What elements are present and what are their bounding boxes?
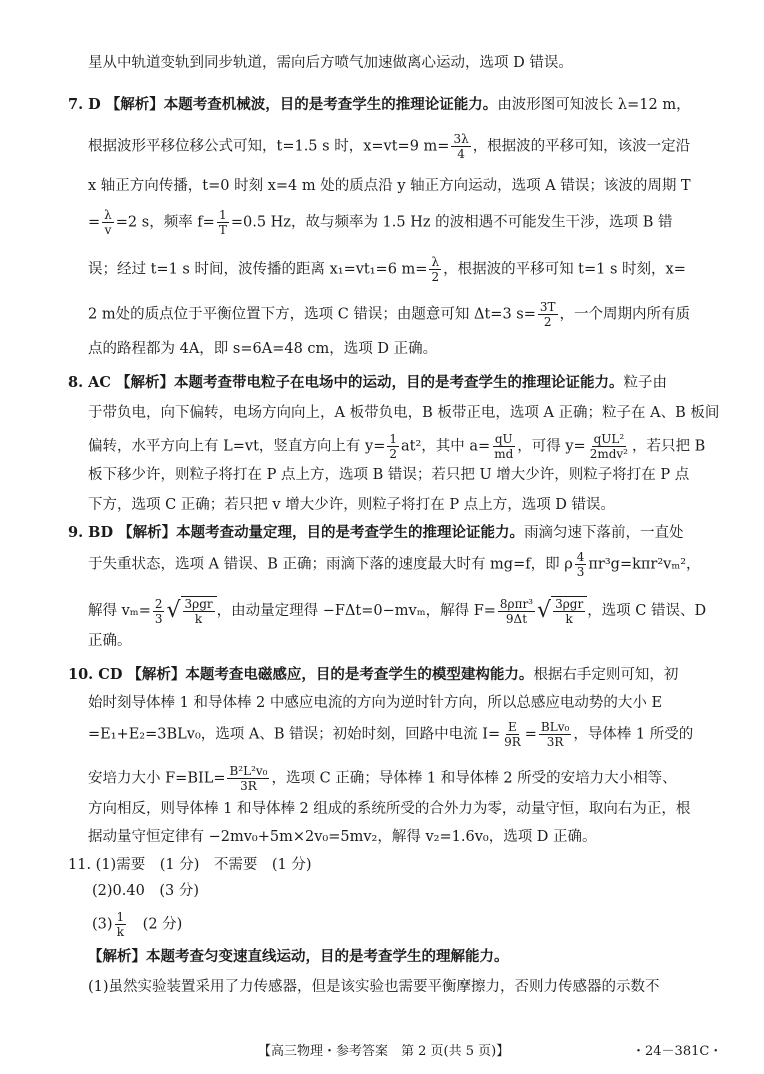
- q11-line-4: (1)虽然实验装置采用了力传感器，但是该实验也需要平衡摩擦力，否则力传感器的示数不: [88, 979, 660, 995]
- q10-line-3: [88, 720, 693, 749]
- q8-line-1: [68, 372, 667, 394]
- fraction: $\frac{3\lambda}{4}$: [453, 132, 469, 161]
- q11-line-3: [92, 910, 182, 939]
- text: ，导体棒 1 所受的: [573, 726, 694, 743]
- q8-heading: 8. AC 【解析】本题考查带电粒子在电场中的运动，目的是考查学生的推理论证能力。: [68, 374, 624, 391]
- q11-line-2: (2)0.40 (3 分): [92, 883, 199, 899]
- text: ，一个周期内所有质: [559, 306, 691, 323]
- fraction: $\frac{1}{2}$: [389, 432, 397, 461]
- fraction: $\frac{\text{BLv₀}}{3R}$: [540, 720, 570, 749]
- text: =E₁+E₂=3BLv₀，选项 A、B 错误；初始时刻，回路中电流 I=: [88, 726, 501, 743]
- text: 粒子由: [623, 375, 668, 391]
- q7-line-6: [88, 300, 690, 329]
- q9-line-4: 正确。: [88, 633, 132, 649]
- q8-line-5: 下方，选项 C 正确；若只把 v 增大少许，则粒子将打在 P 点上方，选项 D 错误。: [88, 497, 616, 513]
- text: 误；经过 t=1 s 时间，波传播的距离 x₁=vt₁=6 m=: [88, 261, 428, 278]
- text: 2 m处的质点位于平衡位置下方，选项 C 错误；由题意可知 Δt=3 s=: [88, 306, 536, 323]
- q7-line-4: [88, 208, 673, 237]
- text-line: 星从中轨道变轨到同步轨道，需向后方喷气加速做离心运动，选项 D 错误。: [88, 55, 573, 71]
- fraction: $\frac{3T}{2}$: [539, 300, 556, 329]
- text: ，根据波的平移可知，该波一定沿: [472, 138, 691, 155]
- fraction: $\frac{1}{k}$: [116, 910, 125, 939]
- q8-line-4: 板下移少许，则粒子将打在 P 点上方，选项 B 错误；若只把 U 增大少许，则粒子将打在 P 点: [88, 467, 690, 483]
- text: 偏转，水平方向上有 L=vt，竖直方向上有 y=: [88, 438, 386, 455]
- text: =: [88, 214, 101, 231]
- q11-line-1: 11. (1)需要 (1 分) 不需要 (1 分): [68, 857, 312, 873]
- sqrt: √ $\frac{\text{3ρgr}}{k}$: [537, 596, 587, 626]
- q10-line-6: 据动量守恒定律有 −2mv₀+5m×2v₀=5mv₂，解得 v₂=1.6v₀，选项 D 正确。: [88, 829, 597, 845]
- q9-line-1: [68, 522, 684, 544]
- text: πr³g=kπr²vₘ²，: [588, 556, 701, 573]
- q10-line-2: 始时刻导体棒 1 和导体棒 2 中感应电流的方向为逆时针方向，所以总感应电动势的大小 E: [88, 695, 663, 711]
- q11-heading: 【解析】本题考查匀变速直线运动，目的是考查学生的理解能力。: [88, 948, 509, 965]
- text: ，选项 C 正确；导体棒 1 和导体棒 2 所受的安培力大小相等、: [271, 770, 677, 787]
- fraction: $\frac{\text{qUL²}}{\text{2mdv²}}$: [589, 432, 628, 461]
- text: 根据波形平移位移公式可知，t=1.5 s 时，x=vt=9 m=: [88, 138, 450, 155]
- q9-line-3: [88, 596, 706, 626]
- q10-line-1: [68, 664, 678, 686]
- text: 于失重状态，选项 A 错误、B 正确；雨滴下落的速度最大时有 mg=f，即 ρ: [88, 556, 573, 573]
- q8-line-3: [88, 432, 705, 461]
- q10-heading: 10. CD 【解析】本题考查电磁感应，目的是考查学生的模型建构能力。: [68, 666, 534, 683]
- fraction: $\frac{qU}{md}$: [494, 432, 514, 461]
- sqrt: √ $\frac{\text{3ρgr}}{k}$: [166, 596, 216, 626]
- fraction: $\frac{4}{3}$: [576, 550, 585, 579]
- q9-heading: 9. BD 【解析】本题考查动量定理，目的是考查学生的推理论证能力。: [68, 524, 525, 541]
- text: =0.5 Hz，故与频率为 1.5 Hz 的波相遇不可能发生干涉，选项 B 错: [230, 214, 673, 231]
- q7-line-2: [88, 132, 690, 161]
- text: (2 分): [128, 916, 183, 933]
- q9-line-2: [88, 550, 701, 579]
- fraction: $\frac{E}{9R}$: [504, 720, 521, 749]
- q7-heading: 7. D 【解析】本题考查机械波，目的是考查学生的推理论证能力。: [68, 96, 498, 113]
- q7-line-5: [88, 255, 686, 284]
- text: 根据右手定则可知，初: [533, 667, 679, 683]
- text: =2 s，频率 f=: [115, 214, 215, 231]
- fraction: $\frac{\text{8ρπr³}}{9\Delta t}$: [499, 596, 534, 626]
- text: 解得 vₘ=: [88, 603, 151, 619]
- text: 安培力大小 F=BIL=: [88, 770, 226, 787]
- q7-line-3: x 轴正方向传播，t=0 时刻 x=4 m 处的质点沿 y 轴正方向运动，选项 A 错误；该波的周期 T: [88, 178, 691, 194]
- page-footer: 【高三物理・参考答案 第 2 页(共 5 页)】: [258, 1044, 510, 1059]
- fraction: $\frac{1}{T}$: [218, 208, 227, 237]
- text: 由波形图可知波长 λ=12 m，: [497, 97, 691, 113]
- q10-line-4: [88, 764, 677, 793]
- q8-line-2: 于带负电，向下偏转，电场方向向上，A 板带负电，B 板带正电，选项 A 正确；粒子在 A、B 板间: [88, 405, 720, 421]
- text: ，由动量定理得 −FΔt=0−mvₘ，解得 F=: [216, 603, 496, 619]
- text: =: [524, 726, 537, 743]
- fraction: $\frac{\lambda}{2}$: [431, 255, 440, 284]
- fraction: $\frac{\lambda}{v}$: [104, 208, 112, 237]
- text: ，选项 C 错误、D: [587, 603, 707, 619]
- fraction: $\frac{\text{B²L²v₀}}{3R}$: [229, 764, 268, 793]
- fraction: $\frac{2}{3}$: [154, 596, 163, 626]
- text: ，若只把 B: [632, 438, 706, 455]
- q7-line-7: 点的路程都为 4A，即 s=6A=48 cm，选项 D 正确。: [88, 341, 438, 357]
- text: ，根据波的平移可知 t=1 s 时刻，x=: [443, 261, 686, 278]
- text: 雨滴匀速下落前，一直处: [524, 525, 684, 541]
- q10-line-5: 方向相反，则导体棒 1 和导体棒 2 组成的系统所受的合外力为零，动量守恒，取向右为正，根: [88, 801, 691, 817]
- text: at²，其中 a=: [401, 438, 491, 455]
- text: ，可得 y=: [517, 438, 586, 455]
- q7-line-1: [68, 94, 691, 116]
- text: (3): [92, 916, 113, 933]
- page-code: ・24－381C・: [632, 1044, 723, 1059]
